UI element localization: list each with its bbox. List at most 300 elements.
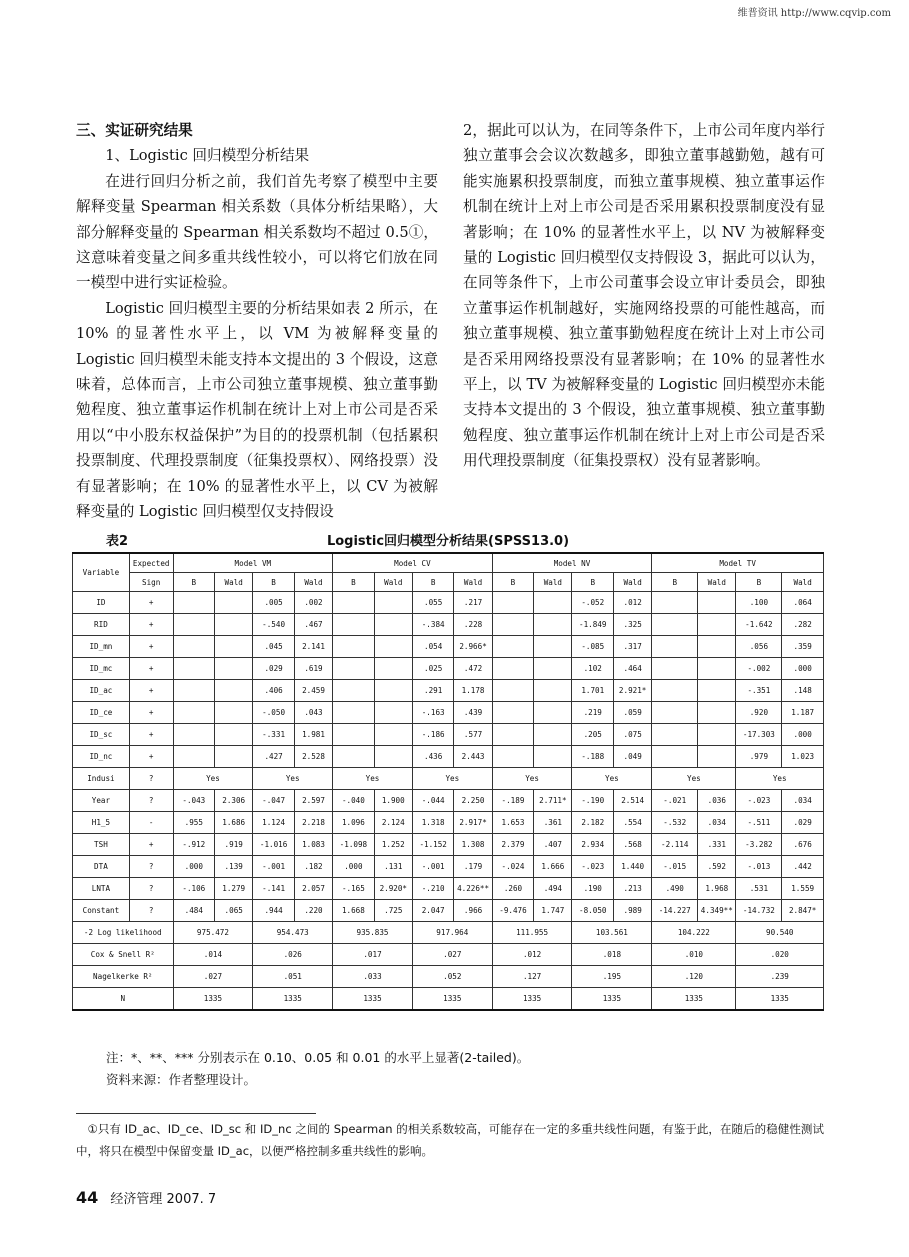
header-sub: B	[253, 573, 295, 592]
table-cell: 1.701	[572, 680, 614, 702]
table-cell: -.013	[736, 856, 782, 878]
table-cell: 2.459	[294, 680, 332, 702]
table-cell: .260	[492, 878, 534, 900]
header-sub: B	[333, 573, 375, 592]
row-sign: +	[129, 680, 173, 702]
table-cell: 2.182	[572, 812, 614, 834]
table-cell: -.165	[333, 878, 375, 900]
table-cell: .484	[173, 900, 215, 922]
table-cell	[374, 702, 412, 724]
row-sign: ?	[129, 790, 173, 812]
row-sign: +	[129, 724, 173, 746]
table-row	[73, 724, 824, 746]
row-variable: ID_nc	[73, 746, 130, 768]
table-cell: .026	[253, 944, 333, 966]
table-cell: .325	[614, 614, 652, 636]
table-row	[73, 636, 824, 658]
table-row	[73, 988, 824, 1011]
table-cell: 1.308	[454, 834, 492, 856]
table-cell: 111.955	[492, 922, 572, 944]
table-cell	[492, 680, 534, 702]
table-cell	[652, 658, 698, 680]
table-cell	[333, 592, 375, 614]
table-cell: 1.686	[215, 812, 253, 834]
table-cell: 2.597	[294, 790, 332, 812]
table-cell	[492, 746, 534, 768]
header-model: Model CV	[333, 553, 493, 573]
table-cell: -.163	[412, 702, 454, 724]
table-cell	[492, 724, 534, 746]
header-sign: Sign	[129, 573, 173, 592]
table-cell	[534, 592, 572, 614]
row-statistic: Nagelkerke R²	[73, 966, 174, 988]
table-cell	[215, 636, 253, 658]
row-sign: ?	[129, 900, 173, 922]
row-variable: ID	[73, 592, 130, 614]
header-sub: Wald	[614, 573, 652, 592]
table-cell: .027	[412, 944, 492, 966]
table-cell: .051	[253, 966, 333, 988]
table-cell: .034	[698, 812, 736, 834]
table-cell: .002	[294, 592, 332, 614]
header-model: Model TV	[652, 553, 824, 573]
table-cell: .018	[572, 944, 652, 966]
table-cell: 1.124	[253, 812, 295, 834]
table-cell: Yes	[572, 768, 652, 790]
table-cell: -.912	[173, 834, 215, 856]
table-cell: .955	[173, 812, 215, 834]
subsection-title: 1、Logistic 回归模型分析结果	[105, 147, 310, 165]
table-cell	[698, 680, 736, 702]
table-cell: .148	[782, 680, 824, 702]
table-cell: .012	[492, 944, 572, 966]
table-cell: .100	[736, 592, 782, 614]
table-cell: -.331	[253, 724, 295, 746]
table-cell: Yes	[492, 768, 572, 790]
table-cell: 1.279	[215, 878, 253, 900]
table-cell: .217	[454, 592, 492, 614]
table-cell: .131	[374, 856, 412, 878]
table-cell: 90.540	[736, 922, 824, 944]
page-footer	[76, 1188, 216, 1207]
table-header-row	[73, 573, 824, 592]
header-sub: B	[492, 573, 534, 592]
table-cell: -.141	[253, 878, 295, 900]
table-cell	[215, 680, 253, 702]
table-cell: 104.222	[652, 922, 736, 944]
table-cell: 1.653	[492, 812, 534, 834]
table-cell: .531	[736, 878, 782, 900]
row-sign: -	[129, 812, 173, 834]
table-cell: -14.732	[736, 900, 782, 922]
table-cell	[698, 636, 736, 658]
table-cell: -.188	[572, 746, 614, 768]
table-row	[73, 812, 824, 834]
table-cell: .213	[614, 878, 652, 900]
row-variable: DTA	[73, 856, 130, 878]
page-number: 44	[76, 1188, 99, 1207]
table-cell	[698, 702, 736, 724]
table-cell: -.021	[652, 790, 698, 812]
header-sub: Wald	[215, 573, 253, 592]
table-cell: .966	[454, 900, 492, 922]
table-cell: .000	[333, 856, 375, 878]
table-cell: .027	[173, 966, 253, 988]
table-cell: .989	[614, 900, 652, 922]
section-title: 三、实证研究结果	[76, 122, 193, 139]
table-cell: .190	[572, 878, 614, 900]
table-cell: 2.921*	[614, 680, 652, 702]
table-cell: .568	[614, 834, 652, 856]
row-sign: +	[129, 834, 173, 856]
row-sign: ?	[129, 878, 173, 900]
header-sub: B	[412, 573, 454, 592]
left-column	[76, 118, 438, 525]
table-row	[73, 878, 824, 900]
source-note: 资料来源：作者整理设计。	[106, 1072, 257, 1087]
table-cell: .359	[782, 636, 824, 658]
table-cell	[534, 658, 572, 680]
table-cell: 1.318	[412, 812, 454, 834]
table-cell: .919	[215, 834, 253, 856]
table-cell: 1.083	[294, 834, 332, 856]
table-cell: 1.981	[294, 724, 332, 746]
header-sub: Wald	[782, 573, 824, 592]
table-cell: -2.114	[652, 834, 698, 856]
table-cell: .436	[412, 746, 454, 768]
table-cell: .075	[614, 724, 652, 746]
table-cell: 954.473	[253, 922, 333, 944]
table-cell	[333, 614, 375, 636]
table-cell: .127	[492, 966, 572, 988]
header-sub: Wald	[534, 573, 572, 592]
significance-note: 注：*、**、*** 分别表示在 0.10、0.05 和 0.01 的水平上显著(2-tailed)。	[106, 1050, 530, 1065]
table-cell: -.040	[333, 790, 375, 812]
table-cell: .406	[253, 680, 295, 702]
table-cell: .065	[215, 900, 253, 922]
row-statistic: N	[73, 988, 174, 1011]
paragraph: 在进行回归分析之前，我们首先考察了模型中主要解释变量 Spearman 相关系数（具体分析结果略），大部分解释变量的 Spearman 相关系数均不超过 0.5①，这意味着变量之间多重共线性较小，可以将它们放在同一模型中进行实证检验。	[76, 172, 438, 292]
table-cell: 2.218	[294, 812, 332, 834]
row-sign: ?	[129, 856, 173, 878]
table-cell: Yes	[652, 768, 736, 790]
table-cell	[333, 636, 375, 658]
table-cell: 2.920*	[374, 878, 412, 900]
table-cell	[534, 702, 572, 724]
table-cell: -.024	[492, 856, 534, 878]
table-cell: .282	[782, 614, 824, 636]
table-cell: 1335	[736, 988, 824, 1011]
table-cell: -.023	[572, 856, 614, 878]
table-cell	[215, 658, 253, 680]
table-cell: 4.349**	[698, 900, 736, 922]
table-cell: .036	[698, 790, 736, 812]
table-cell	[374, 636, 412, 658]
table-cell: 917.964	[412, 922, 492, 944]
table-cell: 1335	[412, 988, 492, 1011]
table-cell	[215, 746, 253, 768]
row-variable: Indusi	[73, 768, 130, 790]
table-cell: .472	[454, 658, 492, 680]
table-row	[73, 614, 824, 636]
paragraph: 2，据此可以认为，在同等条件下，上市公司年度内举行独立董事会会议次数越多，即独立董事越勤勉，越有可能实施累积投票制度，而独立董事规模、独立董事运作机制在统计上对上市公司是否采用累积投票制度没有显著影响；在 10% 的显著性水平上，以 NV 为被解释变量的 Logistic 回归模型仅支持假设 3，据此可以认为，在同等条件下，上市公司董事会设立审计委员会，即独立董事运作机制越好，实施网络投票的可能性越高，而独立董事规模、独立董事勤勉程度在统计上对上市公司是否采用网络投票没有显著影响；在 10% 的显著性水平上，以 TV 为被解释变量的 Logistic 回归模型亦未能支持本文提出的 3 个假设，独立董事规模、独立董事勤勉程度、独立董事运作机制在统计上对上市公司是否采用代理投票制度（征集投票权）没有显著影响。	[463, 122, 825, 470]
table-cell: .014	[173, 944, 253, 966]
table-cell: .205	[572, 724, 614, 746]
table-row	[73, 746, 824, 768]
table-cell: .920	[736, 702, 782, 724]
table-row	[73, 922, 824, 944]
table-cell: .102	[572, 658, 614, 680]
table-cell: .592	[698, 856, 736, 878]
table-cell	[492, 636, 534, 658]
table-cell: .000	[782, 724, 824, 746]
table-cell: -.050	[253, 702, 295, 724]
table-cell: .179	[454, 856, 492, 878]
table-cell	[492, 614, 534, 636]
table-cell: 1.252	[374, 834, 412, 856]
header-sub: B	[173, 573, 215, 592]
table-cell: .012	[614, 592, 652, 614]
table-cell: 935.835	[333, 922, 413, 944]
table-cell	[374, 592, 412, 614]
table-cell	[492, 592, 534, 614]
table-cell: .619	[294, 658, 332, 680]
table-cell: .239	[736, 966, 824, 988]
table-cell: 2.443	[454, 746, 492, 768]
table-cell	[492, 702, 534, 724]
table-cell: .427	[253, 746, 295, 768]
table-cell: .120	[652, 966, 736, 988]
table-cell: .054	[412, 636, 454, 658]
header-sub: Wald	[454, 573, 492, 592]
row-sign: +	[129, 592, 173, 614]
table-notes	[106, 1047, 529, 1091]
table-cell: -.351	[736, 680, 782, 702]
table-cell	[173, 724, 215, 746]
table-cell: 4.226**	[454, 878, 492, 900]
table-cell: -.210	[412, 878, 454, 900]
table-cell: 1335	[492, 988, 572, 1011]
table-cell	[215, 724, 253, 746]
table-cell: .467	[294, 614, 332, 636]
header-model: Model VM	[173, 553, 333, 573]
table-cell: .045	[253, 636, 295, 658]
table-cell: -.002	[736, 658, 782, 680]
table-cell: -.190	[572, 790, 614, 812]
table-cell: .034	[782, 790, 824, 812]
table-cell	[652, 702, 698, 724]
table-cell: 1.023	[782, 746, 824, 768]
table-cell: 2.379	[492, 834, 534, 856]
table-cell: 1.440	[614, 856, 652, 878]
row-sign: +	[129, 658, 173, 680]
table-cell	[652, 724, 698, 746]
row-variable: Constant	[73, 900, 130, 922]
table-cell: .064	[782, 592, 824, 614]
table-caption	[72, 530, 824, 552]
table-cell: -1.642	[736, 614, 782, 636]
table-cell	[173, 702, 215, 724]
table-header-row	[73, 553, 824, 573]
table-cell: 1335	[572, 988, 652, 1011]
table-row	[73, 658, 824, 680]
table-cell: -.015	[652, 856, 698, 878]
table-cell: Yes	[333, 768, 413, 790]
table-cell	[698, 746, 736, 768]
table-cell: -.047	[253, 790, 295, 812]
table-cell: .439	[454, 702, 492, 724]
table-cell: -.085	[572, 636, 614, 658]
table-cell: .052	[412, 966, 492, 988]
row-variable: ID_ce	[73, 702, 130, 724]
table-cell	[698, 614, 736, 636]
header-sub: B	[572, 573, 614, 592]
table-row	[73, 790, 824, 812]
row-sign: +	[129, 702, 173, 724]
table-cell: 1.178	[454, 680, 492, 702]
journal-name: 经济管理 2007. 7	[110, 1192, 217, 1207]
table-cell	[215, 614, 253, 636]
row-variable: TSH	[73, 834, 130, 856]
footnote	[76, 1118, 824, 1162]
table-cell: -.023	[736, 790, 782, 812]
table-cell: -.052	[572, 592, 614, 614]
header-sub: Wald	[374, 573, 412, 592]
table-cell: .676	[782, 834, 824, 856]
table-cell: 1.968	[698, 878, 736, 900]
table-cell	[173, 680, 215, 702]
table-cell: .059	[614, 702, 652, 724]
header-sub: B	[652, 573, 698, 592]
table-cell: -8.050	[572, 900, 614, 922]
table-cell	[333, 680, 375, 702]
table-cell	[698, 724, 736, 746]
table-cell	[215, 592, 253, 614]
table-row	[73, 680, 824, 702]
table-row	[73, 966, 824, 988]
table-cell	[534, 724, 572, 746]
table-cell: 2.306	[215, 790, 253, 812]
table-cell: .228	[454, 614, 492, 636]
table-cell: -.540	[253, 614, 295, 636]
table-cell: 1335	[333, 988, 413, 1011]
table-cell	[333, 702, 375, 724]
table-cell: .043	[294, 702, 332, 724]
table-cell: 1335	[173, 988, 253, 1011]
table-cell: 1.187	[782, 702, 824, 724]
table-cell	[698, 658, 736, 680]
table-cell: Yes	[412, 768, 492, 790]
table-cell: -.001	[412, 856, 454, 878]
table-cell: .291	[412, 680, 454, 702]
table-cell: .049	[614, 746, 652, 768]
row-variable: Year	[73, 790, 130, 812]
table-cell: Yes	[253, 768, 333, 790]
table-cell: 1.668	[333, 900, 375, 922]
table-cell: 2.250	[454, 790, 492, 812]
table-cell: 103.561	[572, 922, 652, 944]
table-cell	[215, 702, 253, 724]
table-cell: .490	[652, 878, 698, 900]
table-cell: 2.514	[614, 790, 652, 812]
table-cell	[374, 658, 412, 680]
row-variable: H1_5	[73, 812, 130, 834]
table-cell: 1.096	[333, 812, 375, 834]
table-cell	[492, 658, 534, 680]
table-row	[73, 944, 824, 966]
table-cell	[534, 746, 572, 768]
row-statistic: Cox & Snell R²	[73, 944, 174, 966]
table-cell: .361	[534, 812, 572, 834]
table-cell: 2.934	[572, 834, 614, 856]
table-cell: 975.472	[173, 922, 253, 944]
table-cell	[652, 680, 698, 702]
table-cell: .554	[614, 812, 652, 834]
row-sign: +	[129, 614, 173, 636]
table-cell	[374, 614, 412, 636]
row-variable: ID_mn	[73, 636, 130, 658]
table-cell: 1.900	[374, 790, 412, 812]
table-row	[73, 768, 824, 790]
table-cell	[374, 724, 412, 746]
table-cell	[173, 614, 215, 636]
table-label: 表2	[106, 534, 129, 549]
right-column	[463, 118, 825, 474]
table-cell: -9.476	[492, 900, 534, 922]
row-variable: RID	[73, 614, 130, 636]
table-cell: .056	[736, 636, 782, 658]
table-cell	[534, 680, 572, 702]
table-cell	[374, 746, 412, 768]
table-cell	[173, 746, 215, 768]
table-cell: 2.528	[294, 746, 332, 768]
table-cell	[333, 724, 375, 746]
table-cell: -1.098	[333, 834, 375, 856]
row-sign: +	[129, 636, 173, 658]
header-sub: B	[736, 573, 782, 592]
table-cell: -.532	[652, 812, 698, 834]
table-cell: -.044	[412, 790, 454, 812]
table-cell: 1.747	[534, 900, 572, 922]
table-cell: 2.047	[412, 900, 454, 922]
table-cell: .029	[782, 812, 824, 834]
table-cell: 2.966*	[454, 636, 492, 658]
table-cell	[652, 592, 698, 614]
header-sub: Wald	[698, 573, 736, 592]
table-cell: .010	[652, 944, 736, 966]
table-cell: .005	[253, 592, 295, 614]
row-variable: ID_ac	[73, 680, 130, 702]
footnote-rule	[76, 1113, 316, 1114]
table-cell: -14.227	[652, 900, 698, 922]
table-cell: -1.016	[253, 834, 295, 856]
header-variable: Variable	[73, 553, 130, 592]
table-cell: -3.282	[736, 834, 782, 856]
table-cell: .407	[534, 834, 572, 856]
table-row	[73, 834, 824, 856]
table-cell: .442	[782, 856, 824, 878]
table-row	[73, 856, 824, 878]
table-cell: .055	[412, 592, 454, 614]
table-cell: .317	[614, 636, 652, 658]
header-sub: Wald	[294, 573, 332, 592]
row-statistic: -2 Log likelihood	[73, 922, 174, 944]
table-cell: -1.152	[412, 834, 454, 856]
table-cell: 1.559	[782, 878, 824, 900]
table-cell	[374, 680, 412, 702]
table-cell	[173, 658, 215, 680]
table-cell: .494	[534, 878, 572, 900]
